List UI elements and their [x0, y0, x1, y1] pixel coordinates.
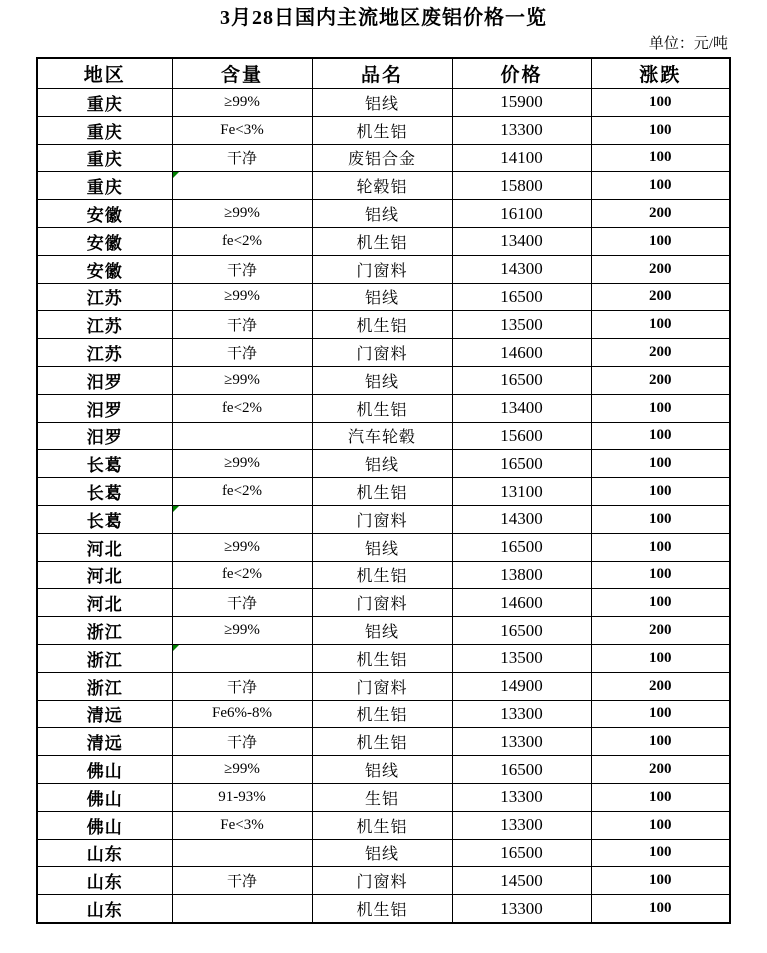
- content-cell: Fe<3%: [172, 116, 312, 144]
- price-cell: 13300: [452, 783, 591, 811]
- product-cell: 机生铝: [312, 478, 452, 506]
- change-cell: 200: [591, 339, 730, 367]
- content-cell: 干净: [172, 144, 312, 172]
- price-cell: 16500: [452, 756, 591, 784]
- content-cell: ≥99%: [172, 617, 312, 645]
- region-cell: 汨罗: [37, 394, 172, 422]
- change-cell: 200: [591, 672, 730, 700]
- content-cell: 干净: [172, 672, 312, 700]
- region-cell: 江苏: [37, 311, 172, 339]
- region-cell: 安徽: [37, 255, 172, 283]
- product-cell: 铝线: [312, 89, 452, 117]
- change-cell: 100: [591, 227, 730, 255]
- product-cell: 机生铝: [312, 394, 452, 422]
- region-cell: 山东: [37, 867, 172, 895]
- product-cell: 机生铝: [312, 700, 452, 728]
- region-cell: 安徽: [37, 227, 172, 255]
- region-cell: 河北: [37, 533, 172, 561]
- region-cell: 长葛: [37, 505, 172, 533]
- region-cell: 河北: [37, 589, 172, 617]
- product-cell: 机生铝: [312, 644, 452, 672]
- region-cell: 重庆: [37, 89, 172, 117]
- region-cell: 长葛: [37, 450, 172, 478]
- region-cell: 汨罗: [37, 422, 172, 450]
- table-row: [37, 283, 730, 311]
- change-cell: 100: [591, 700, 730, 728]
- region-cell: 佛山: [37, 756, 172, 784]
- region-cell: 浙江: [37, 617, 172, 645]
- product-cell: 机生铝: [312, 811, 452, 839]
- flag-triangle-icon: [173, 172, 179, 178]
- region-cell: 佛山: [37, 811, 172, 839]
- region-cell: 清远: [37, 728, 172, 756]
- table-row: [37, 533, 730, 561]
- content-cell: Fe6%-8%: [172, 700, 312, 728]
- product-cell: 铝线: [312, 450, 452, 478]
- table-row: [37, 839, 730, 867]
- price-cell: 13300: [452, 728, 591, 756]
- table-row: [37, 366, 730, 394]
- flag-triangle-icon: [173, 645, 179, 651]
- content-cell: fe<2%: [172, 227, 312, 255]
- price-cell: 14300: [452, 255, 591, 283]
- product-cell: 门窗料: [312, 867, 452, 895]
- price-table: [36, 57, 731, 924]
- content-cell: [172, 839, 312, 867]
- change-cell: 100: [591, 394, 730, 422]
- content-cell: [172, 422, 312, 450]
- table-row: [37, 811, 730, 839]
- table-row: [37, 339, 730, 367]
- change-cell: 200: [591, 756, 730, 784]
- table-body: [37, 89, 730, 923]
- change-cell: 100: [591, 116, 730, 144]
- price-cell: 14600: [452, 339, 591, 367]
- product-cell: 机生铝: [312, 728, 452, 756]
- table-row: [37, 617, 730, 645]
- change-cell: 100: [591, 89, 730, 117]
- content-cell: ≥99%: [172, 89, 312, 117]
- product-cell: 机生铝: [312, 895, 452, 923]
- flag-triangle-icon: [173, 506, 179, 512]
- content-cell: 91-93%: [172, 783, 312, 811]
- content-cell: fe<2%: [172, 478, 312, 506]
- price-cell: 13800: [452, 561, 591, 589]
- change-cell: 200: [591, 283, 730, 311]
- product-cell: 铝线: [312, 200, 452, 228]
- region-cell: 河北: [37, 561, 172, 589]
- content-cell: 干净: [172, 728, 312, 756]
- content-cell: ≥99%: [172, 200, 312, 228]
- price-cell: 13500: [452, 644, 591, 672]
- content-cell: 干净: [172, 311, 312, 339]
- region-cell: 重庆: [37, 116, 172, 144]
- price-cell: 16500: [452, 617, 591, 645]
- change-cell: 100: [591, 783, 730, 811]
- content-cell: [172, 895, 312, 923]
- change-cell: 200: [591, 617, 730, 645]
- table-row: [37, 116, 730, 144]
- table-row: [37, 700, 730, 728]
- change-cell: 200: [591, 200, 730, 228]
- region-cell: 江苏: [37, 339, 172, 367]
- price-cell: 15800: [452, 172, 591, 200]
- price-cell: 14100: [452, 144, 591, 172]
- product-cell: 门窗料: [312, 339, 452, 367]
- change-cell: 100: [591, 172, 730, 200]
- unit-label: 单位：元/吨: [648, 36, 728, 52]
- page-title: 3月28日国内主流地区废铝价格一览: [220, 7, 547, 29]
- price-cell: 13300: [452, 116, 591, 144]
- region-cell: 浙江: [37, 672, 172, 700]
- content-cell: [172, 505, 312, 533]
- price-cell: 14500: [452, 867, 591, 895]
- content-cell: ≥99%: [172, 283, 312, 311]
- change-cell: 100: [591, 422, 730, 450]
- table-row: [37, 394, 730, 422]
- table-row: [37, 422, 730, 450]
- change-cell: 100: [591, 644, 730, 672]
- region-cell: 清远: [37, 700, 172, 728]
- product-cell: 机生铝: [312, 311, 452, 339]
- header-price: 价格: [452, 58, 591, 89]
- price-cell: 16500: [452, 839, 591, 867]
- table-row: [37, 756, 730, 784]
- header-row: [37, 58, 730, 89]
- content-cell: [172, 644, 312, 672]
- change-cell: 100: [591, 311, 730, 339]
- content-cell: fe<2%: [172, 394, 312, 422]
- content-cell: 干净: [172, 867, 312, 895]
- price-cell: 14300: [452, 505, 591, 533]
- product-cell: 轮毂铝: [312, 172, 452, 200]
- table-row: [37, 895, 730, 923]
- region-cell: 重庆: [37, 144, 172, 172]
- price-cell: 14900: [452, 672, 591, 700]
- header-region: 地区: [37, 58, 172, 89]
- product-cell: 机生铝: [312, 561, 452, 589]
- product-cell: 铝线: [312, 839, 452, 867]
- content-cell: ≥99%: [172, 533, 312, 561]
- price-cell: 13500: [452, 311, 591, 339]
- table-row: [37, 478, 730, 506]
- header-content: 含量: [172, 58, 312, 89]
- product-cell: 机生铝: [312, 227, 452, 255]
- product-cell: 铝线: [312, 533, 452, 561]
- region-cell: 山东: [37, 895, 172, 923]
- content-cell: 干净: [172, 589, 312, 617]
- content-cell: [172, 172, 312, 200]
- table-row: [37, 505, 730, 533]
- table-row: [37, 450, 730, 478]
- region-cell: 江苏: [37, 283, 172, 311]
- change-cell: 100: [591, 589, 730, 617]
- change-cell: 100: [591, 867, 730, 895]
- change-cell: 100: [591, 895, 730, 923]
- table-row: [37, 728, 730, 756]
- price-cell: 16500: [452, 283, 591, 311]
- table-row: [37, 144, 730, 172]
- change-cell: 100: [591, 561, 730, 589]
- product-cell: 铝线: [312, 617, 452, 645]
- header-change: 涨跌: [591, 58, 730, 89]
- change-cell: 100: [591, 811, 730, 839]
- table-row: [37, 589, 730, 617]
- content-cell: ≥99%: [172, 366, 312, 394]
- table-row: [37, 89, 730, 117]
- table-row: [37, 311, 730, 339]
- product-cell: 门窗料: [312, 672, 452, 700]
- change-cell: 100: [591, 144, 730, 172]
- table-row: [37, 172, 730, 200]
- price-cell: 13300: [452, 700, 591, 728]
- price-cell: 13100: [452, 478, 591, 506]
- product-cell: 门窗料: [312, 505, 452, 533]
- price-cell: 16500: [452, 366, 591, 394]
- table-row: [37, 644, 730, 672]
- change-cell: 100: [591, 533, 730, 561]
- price-cell: 16500: [452, 533, 591, 561]
- price-cell: 13400: [452, 394, 591, 422]
- price-cell: 15900: [452, 89, 591, 117]
- product-cell: 废铝合金: [312, 144, 452, 172]
- price-cell: 13300: [452, 811, 591, 839]
- change-cell: 100: [591, 450, 730, 478]
- table-row: [37, 783, 730, 811]
- content-cell: 干净: [172, 339, 312, 367]
- change-cell: 200: [591, 255, 730, 283]
- price-cell: 13300: [452, 895, 591, 923]
- product-cell: 铝线: [312, 756, 452, 784]
- change-cell: 200: [591, 366, 730, 394]
- table-row: [37, 255, 730, 283]
- table-row: [37, 561, 730, 589]
- content-cell: ≥99%: [172, 756, 312, 784]
- content-cell: fe<2%: [172, 561, 312, 589]
- price-cell: 15600: [452, 422, 591, 450]
- region-cell: 浙江: [37, 644, 172, 672]
- header-product: 品名: [312, 58, 452, 89]
- content-cell: Fe<3%: [172, 811, 312, 839]
- table-row: [37, 867, 730, 895]
- table-row: [37, 200, 730, 228]
- price-cell: 13400: [452, 227, 591, 255]
- product-cell: 铝线: [312, 366, 452, 394]
- content-cell: ≥99%: [172, 450, 312, 478]
- region-cell: 佛山: [37, 783, 172, 811]
- region-cell: 汨罗: [37, 366, 172, 394]
- content-cell: 干净: [172, 255, 312, 283]
- region-cell: 山东: [37, 839, 172, 867]
- price-cell: 16500: [452, 450, 591, 478]
- product-cell: 门窗料: [312, 255, 452, 283]
- product-cell: 铝线: [312, 283, 452, 311]
- price-cell: 16100: [452, 200, 591, 228]
- region-cell: 重庆: [37, 172, 172, 200]
- change-cell: 100: [591, 839, 730, 867]
- region-cell: 安徽: [37, 200, 172, 228]
- product-cell: 汽车轮毂: [312, 422, 452, 450]
- table-row: [37, 227, 730, 255]
- product-cell: 机生铝: [312, 116, 452, 144]
- change-cell: 100: [591, 478, 730, 506]
- change-cell: 100: [591, 728, 730, 756]
- price-cell: 14600: [452, 589, 591, 617]
- product-cell: 生铝: [312, 783, 452, 811]
- change-cell: 100: [591, 505, 730, 533]
- region-cell: 长葛: [37, 478, 172, 506]
- product-cell: 门窗料: [312, 589, 452, 617]
- table-row: [37, 672, 730, 700]
